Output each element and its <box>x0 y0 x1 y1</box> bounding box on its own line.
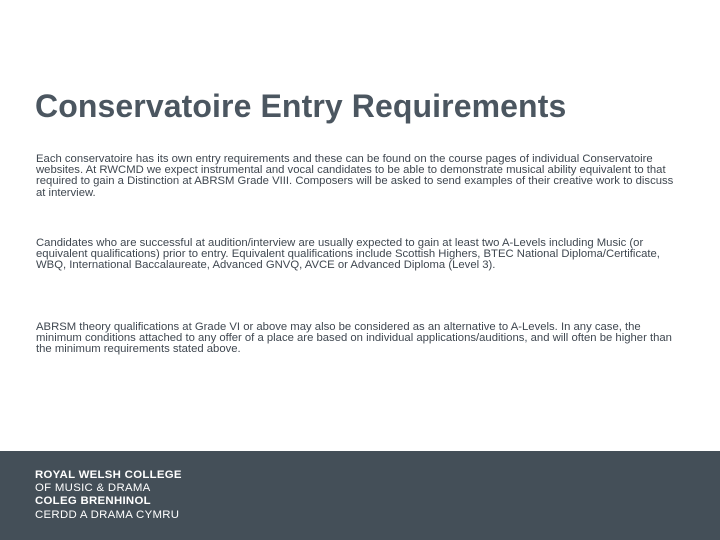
logo-line-welsh-2: CERDD A DRAMA CYMRU <box>35 508 180 521</box>
paragraph-theory-qualifications: ABRSM theory qualifications at Grade VI or above may also be considered as an alternative to A-Levels. In any case, the minimum conditions attached to any offer of a place are based on individual applications/auditions, and will often be higher than the minimum requirements stated above. <box>36 321 672 356</box>
logo-line-english-2: OF MUSIC & DRAMA <box>35 482 151 495</box>
logo-line-welsh-1: COLEG BRENHINOL <box>35 495 151 508</box>
slide-title: Conservatoire Entry Requirements <box>35 88 567 124</box>
footer-bar <box>0 451 720 540</box>
paragraph-entry-requirements: Each conservatoire has its own entry requirements and these can be found on the course pages of individual Conservatoire websites. At RWCMD we expect instrumental and vocal candidates to be able to demonstrate musical ability equivalent to that required to gain a Distinction at ABRSM Grade VIII. Composers will be asked to send examples of their creative work to discuss at interview. <box>36 153 674 199</box>
logo-line-english-1: ROYAL WELSH COLLEGE <box>35 469 182 481</box>
paragraph-qualifications: Candidates who are successful at audition/interview are usually expected to gain at least two A-Levels including Music (or equivalent qualifications) prior to entry. Equivalent qualifications include Scottish Highers, BTEC National Diploma/Certificate, WBQ, International Baccalaureate, Advanced GNVQ, AVCE or Advanced Diploma (Level 3). <box>36 237 660 272</box>
college-logo <box>35 469 182 522</box>
